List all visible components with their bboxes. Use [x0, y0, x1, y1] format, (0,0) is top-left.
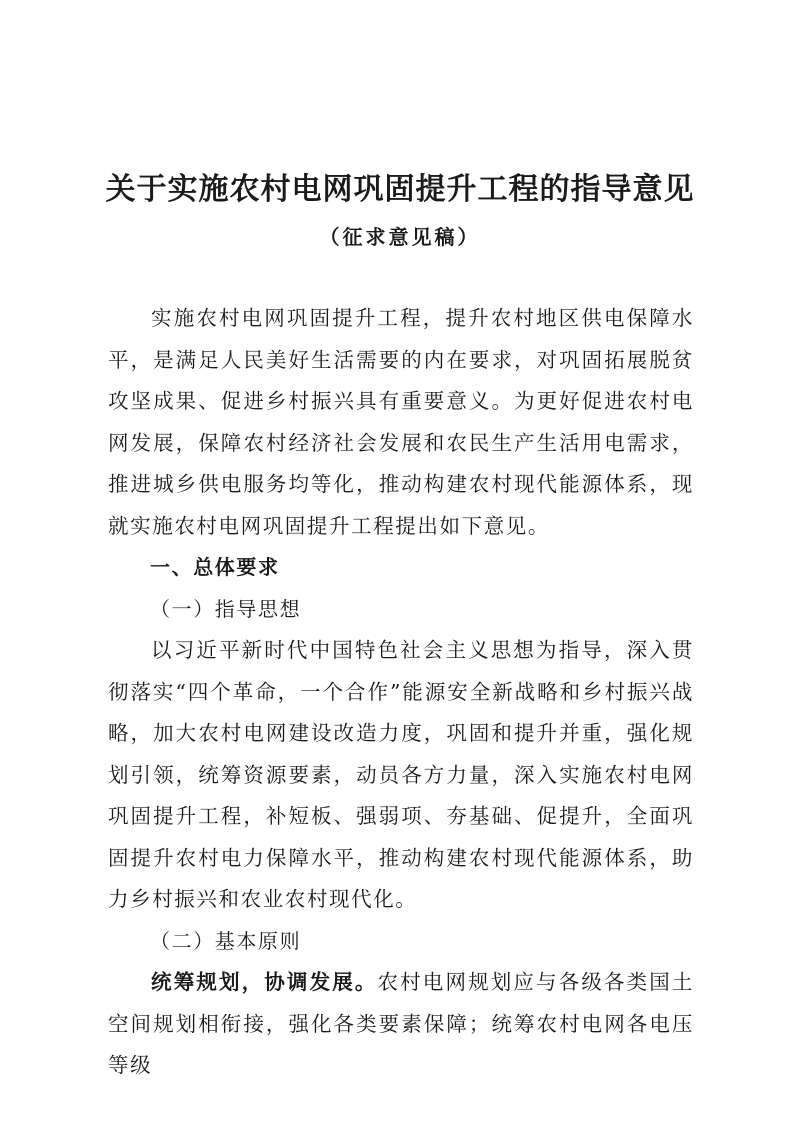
- principle-lead: 统筹规划，协调发展。: [151, 970, 378, 994]
- guiding-ideology-paragraph: 以习近平新时代中国特色社会主义思想为指导，深入贯彻落实“四个革命，一个合作”能源安全新战略和乡村振兴战略，加大农村电网建设改造力度，巩固和提升并重，强化规划引领，统筹资源要素，动员各方力量，深入实施农村电网巩固提升工程，补短板、强弱项、夯基础、促提升，全面巩固提升农村电力保障水平，推动构建农村现代能源体系，助力乡村振兴和农业农村现代化。: [108, 638, 694, 911]
- document-subtitle: （征求意见稿）: [319, 225, 481, 249]
- principle-text: 农村电网规划应与各级各类国土空间规划相衔接，强化各类要素保障；统筹农村电网各电压等级: [108, 970, 695, 1077]
- intro-paragraph: 实施农村电网巩固提升工程，提升农村地区供电保障水平，是满足人民美好生活需要的内在要求，对巩固拓展脱贫攻坚成果、促进乡村振兴具有重要意义。为更好促进农村电网发展，保障农村经济社会发展和农民生产生活用电需求，推进城乡供电服务均等化，推动构建农村现代能源体系，现就实施农村电网巩固提升工程提出如下意见。: [108, 306, 694, 538]
- section-heading-general-requirements: 一、总体要求: [150, 555, 280, 579]
- document-title: 关于实施农村电网巩固提升工程的指导意见: [105, 172, 695, 207]
- principle-paragraph: [108, 962, 694, 1087]
- subsection-heading-basic-principles: （二）基本原则: [150, 928, 302, 953]
- document-body: [108, 298, 694, 1087]
- subsection-heading-guiding-ideology: （一）指导思想: [150, 596, 302, 621]
